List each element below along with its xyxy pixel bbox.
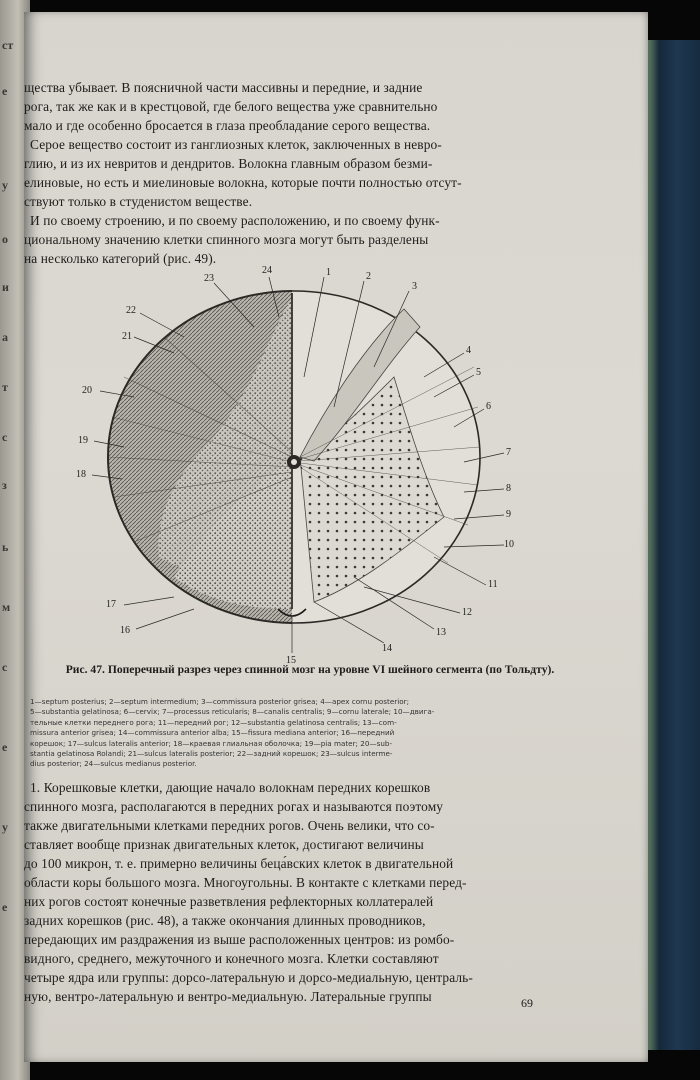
text-line: задних корешков (рис. 48), а также окончания длинных проводников,	[24, 913, 426, 928]
figure-label: 24	[262, 265, 272, 276]
text-line: спинного мозга, располагаются в передних рогах и называются поэтому	[24, 799, 444, 814]
page-fragment: т	[2, 380, 8, 394]
figure-label: 21	[122, 331, 132, 342]
legend-line: missura anterior grisea; 14—commissura anterior alba; 15—fissura mediana anterior; 16—передний	[30, 728, 395, 738]
figure-label: 22	[126, 305, 136, 316]
text-line: области коры большого мозга. Многоугольны. В контакте с клетками перед-	[24, 875, 467, 890]
figure-label: 5	[476, 367, 481, 378]
page-fragment: с	[2, 430, 8, 444]
text-line: циональному значению клетки спинного мозга могут быть разделены	[24, 232, 429, 247]
figure-label: 19	[78, 435, 88, 446]
figure-label: 20	[82, 385, 92, 396]
legend-line: stantia gelatinosa Rolandi; 21—sulcus lateralis posterior; 22—задний корешок; 23—sulcus interme-	[30, 749, 393, 759]
legend-line: тельные клетки переднего рога; 11—передний рог; 12—substantia gelatinosa centralis; 13—com-	[30, 717, 397, 727]
legend-line: dius posterior; 24—sulcus medianus posterior.	[30, 759, 197, 769]
figure-label: 16	[120, 625, 130, 636]
text-line: передающих им раздражения из выше расположенных центров: из ромбо-	[24, 932, 455, 947]
page-fragment: е	[2, 84, 8, 98]
figure-label: 17	[106, 599, 116, 610]
figure-label: 4	[466, 345, 471, 356]
page-fragment: ст	[2, 38, 14, 52]
text-line: до 100 микрон, т. е. примерно величины беца́вских клеток в двигательной	[24, 856, 454, 871]
text-line: мало и где особенно бросается в глаза преобладание серого вещества.	[24, 118, 431, 133]
figure-label: 12	[462, 607, 472, 618]
text-line: на несколько категорий (рис. 49).	[24, 251, 217, 266]
page-fragment: е	[2, 900, 8, 914]
page-fragment: а	[2, 330, 8, 344]
page-fragment: ь	[2, 540, 9, 554]
figure-caption: Рис. 47. Поперечный разрез через спинной мозг на уровне VI шейного сегмента (по Тольдту).	[65, 663, 555, 676]
legend-line: 1—septum posterius; 2—septum intermedium; 3—commissura posterior grisea; 4—apex cornu posterior;	[30, 697, 409, 706]
figure-label: 14	[382, 643, 392, 654]
page-fragment: с	[2, 660, 8, 674]
lower-paragraph	[24, 778, 634, 1006]
upper-paragraphs	[24, 78, 634, 268]
text-line: Серое вещество состоит из ганглиозных клеток, заключенных в невро-	[30, 137, 442, 152]
text-line: видного, среднего, межуточного и конечного мозга. Клетки составляют	[24, 951, 439, 966]
text-line: щества убывает. В поясничной части массивны и передние, и задние	[24, 80, 423, 95]
figure-legend	[30, 697, 590, 770]
figure-label: 8	[506, 483, 511, 494]
page-fragment: е	[2, 740, 8, 754]
figure-label: 9	[506, 509, 511, 520]
spinal-cord-cross-section-figure	[64, 257, 524, 667]
text-line: ствуют только в студенистом веществе.	[24, 194, 253, 209]
page-fragment: о	[2, 232, 8, 246]
text-line: рога, так же как и в крестцовой, где белого вещества уже сравнительно	[24, 99, 438, 114]
page-fragment: и	[2, 280, 9, 294]
page-number: 69	[521, 996, 533, 1010]
text-line: елиновые, но есть и миелиновые волокна, которые почти полностью отсут-	[24, 175, 462, 190]
book-cover-edge	[642, 40, 700, 1050]
text-line: И по своему строению, и по своему расположению, и по своему функ-	[30, 213, 440, 228]
text-line: четыре ядра или группы: дорсо-латеральную и дорсо-медиальную, централь-	[24, 970, 473, 985]
figure-label: 3	[412, 281, 417, 292]
figure-label: 11	[488, 579, 498, 590]
figure-label: 7	[506, 447, 511, 458]
text-line: 1. Корешковые клетки, дающие начало волокнам передних корешков	[30, 780, 431, 795]
text-line: ную, вентро-латеральную и вентро-медиальную. Латеральные группы	[24, 989, 432, 1004]
figure-label: 6	[486, 401, 491, 412]
figure-label: 15	[286, 655, 296, 666]
figure-label: 13	[436, 627, 446, 638]
text-line: них рогов состоят конечные разветвления рефлекторных коллатералей	[24, 894, 434, 909]
figure-label: 18	[76, 469, 86, 480]
legend-line: корешок; 17—sulcus lateralis anterior; 18—краевая глиальная оболочка; 19—pia mater; 20—sub-	[30, 738, 393, 748]
page-fragment: м	[2, 600, 11, 614]
figure-label: 10	[504, 539, 514, 550]
page-fragment: у	[2, 820, 8, 834]
figure-label: 1	[326, 267, 331, 278]
figure-label: 2	[366, 271, 371, 282]
page-fragment: у	[2, 178, 8, 192]
text-line: ставляет вообще признак двигательных клеток, достигают величины	[24, 837, 424, 852]
book-page	[24, 12, 648, 1062]
page-fragment: з	[2, 478, 7, 492]
text-line: глию, и из их невритов и дендритов. Волокна главным образом безми-	[24, 156, 433, 171]
legend-line: 5—substantia gelatinosa; 6—cervix; 7—processus reticularis; 8—canalis centralis; 9—cornu laterale; 10—двига-	[30, 707, 435, 717]
figure-label: 23	[204, 273, 214, 284]
text-line: также двигательными клетками передних рогов. Очень велики, что со-	[24, 818, 435, 833]
